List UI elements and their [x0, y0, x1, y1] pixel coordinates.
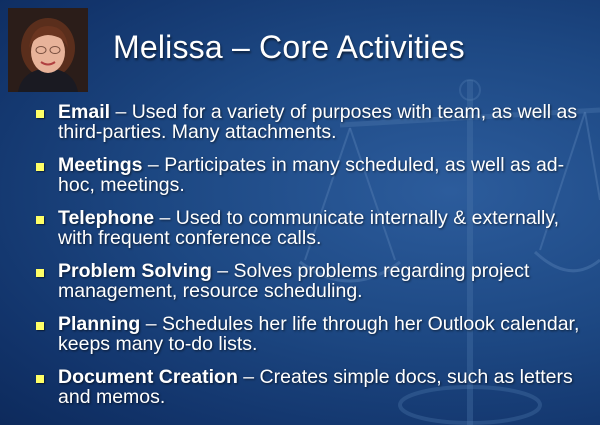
list-item-term: Planning	[58, 313, 141, 335]
portrait-photo	[8, 8, 88, 92]
list-item-term: Problem Solving	[58, 260, 212, 282]
list-item-text	[58, 208, 596, 248]
list-item-text	[58, 261, 596, 301]
list-item-planning	[36, 314, 596, 367]
bullet-square-icon	[36, 269, 44, 277]
portrait-photo-icon	[8, 8, 88, 92]
list-item-text	[58, 314, 596, 354]
bullet-square-icon	[36, 216, 44, 224]
list-item-term: Email	[58, 101, 111, 123]
list-item-text	[58, 102, 596, 142]
list-item-problem-solving	[36, 261, 596, 314]
list-item-meetings	[36, 155, 596, 208]
list-item-description: – Used to communicate internally & externally, with frequent conference calls.	[58, 207, 560, 249]
list-item-term: Document Creation	[58, 366, 238, 388]
list-item-description: – Solves problems regarding project management, resource scheduling.	[58, 260, 530, 302]
list-item-telephone	[36, 208, 596, 261]
slide-title: Melissa – Core Activities	[113, 29, 465, 65]
list-item-term: Meetings	[58, 154, 143, 176]
bullet-square-icon	[36, 375, 44, 383]
list-item-text	[58, 367, 596, 407]
list-item-email	[36, 102, 596, 155]
list-item-description: – Participates in many scheduled, as well as ad-hoc, meetings.	[58, 154, 565, 196]
list-item-description: – Schedules her life through her Outlook calendar, keeps many to-do lists.	[58, 313, 580, 355]
list-item-text	[58, 155, 596, 195]
list-item-document-creation	[36, 367, 596, 420]
list-item-description: – Creates simple docs, such as letters and memos.	[58, 366, 573, 408]
activity-list	[36, 102, 596, 420]
list-item-term: Telephone	[58, 207, 155, 229]
bullet-square-icon	[36, 110, 44, 118]
bullet-square-icon	[36, 163, 44, 171]
list-item-description: – Used for a variety of purposes with team, as well as third-parties. Many attachments.	[58, 101, 578, 143]
bullet-square-icon	[36, 322, 44, 330]
